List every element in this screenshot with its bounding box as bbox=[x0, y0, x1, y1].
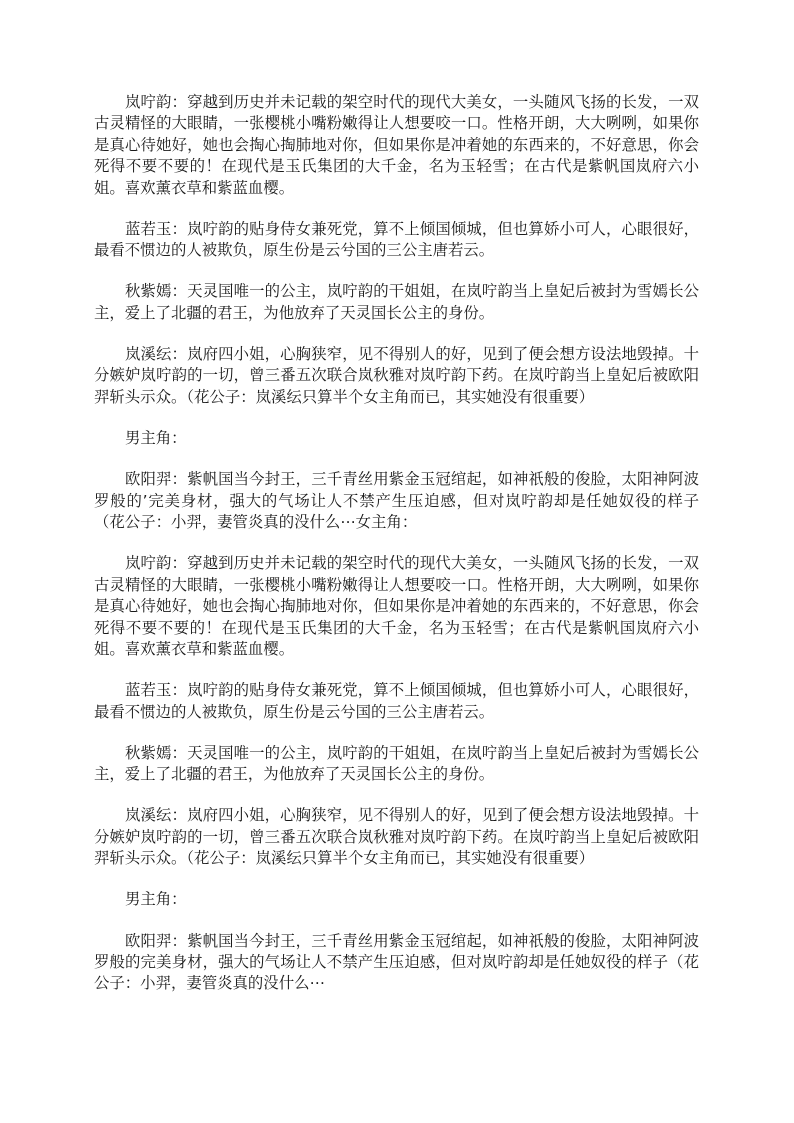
paragraph-character-qiu-ziyan: 秋紫嫣：天灵国唯一的公主，岚咛韵的干姐姐，在岚咛韵当上皇妃后被封为雪嫣长公主，爱上了北疆的君王，为他放弃了天灵国长公主的身份。 bbox=[94, 282, 699, 322]
paragraph-character-qiu-ziyan-repeat: 秋紫嫣：天灵国唯一的公主，岚咛韵的干姐姐，在岚咛韵当上皇妃后被封为雪嫣长公主，爱上了北疆的君王，为他放弃了天灵国长公主的身份。 bbox=[94, 743, 699, 784]
paragraph-male-lead-heading-repeat: 男主角： bbox=[125, 890, 187, 909]
paragraph-character-lan-ningyun: 岚咛韵：穿越到历史并未记载的架空时代的现代大美女，一头随风飞扬的长发，一双古灵精怪的大眼睛，一张樱桃小嘴粉嫩得让人想要咬一口。性格开朗，大大咧咧，如果你是真心待她好，她也会掏心掏肺地对你，但如果你是冲着她的东西来的，不好意思，你会死得不要不要的！在现代是玉氏集团的大千金，名为玉轻雪；在古代是紫帆国岚府六小姐。喜欢薰衣草和紫蓝血樱。 bbox=[94, 93, 699, 197]
paragraph-character-lan-ruoyu-repeat: 蓝若玉：岚咛韵的贴身侍女兼死党，算不上倾国倾城，但也算娇小可人，心眼很好，最看不惯边的人被欺负，原生份是云兮国的三公主唐若云。 bbox=[94, 681, 699, 721]
paragraph-character-lan-xiyun-repeat: 岚溪纭：岚府四小姐，心胸狭窄，见不得别人的好，见到了便会想方设法地毁掉。十分嫉妒岚咛韵的一切，曾三番五次联合岚秋雅对岚咛韵下药。在岚咛韵当上皇妃后被欧阳羿斩头示众。（花公子：岚溪纭只算半个女主角而已，其实她没有很重要） bbox=[94, 806, 699, 868]
paragraph-character-lan-ningyun-repeat: 岚咛韵：穿越到历史并未记载的架空时代的现代大美女，一头随风飞扬的长发，一双古灵精怪的大眼睛，一张樱桃小嘴粉嫩得让人想要咬一口。性格开朗，大大咧咧，如果你是真心待她好，她也会掏心掏肺地对你，但如果你是冲着她的东西来的，不好意思，你会死得不要不要的！在现代是玉氏集团的大千金，名为玉轻雪；在古代是紫帆国岚府六小姐。喜欢薰衣草和紫蓝血樱。 bbox=[94, 554, 699, 658]
paragraph-male-lead-heading: 男主角： bbox=[125, 429, 187, 448]
paragraph-character-lan-ruoyu: 蓝若玉：岚咛韵的贴身侍女兼死党，算不上倾国倾城，但也算娇小可人，心眼很好，最看不惯边的人被欺负，原生份是云兮国的三公主唐若云。 bbox=[94, 219, 699, 260]
paragraph-character-ouyang-yi: 欧阳羿：紫帆国当今封王，三千青丝用紫金玉冠绾起，如神祇般的俊脸，太阳神阿波罗般的’完美身材，强大的气场让人不禁产生压迫感，但对岚咛韵却是任她奴役的样子（花公子：小羿，妻管炎真的没什么⋯女主角： bbox=[94, 470, 699, 532]
document-page bbox=[94, 92, 699, 1015]
paragraph-character-lan-xiyun: 岚溪纭：岚府四小姐，心胸狭窄，见不得别人的好，见到了便会想方设法地毁掉。十分嫉妒岚咛韵的一切，曾三番五次联合岚秋雅对岚咛韵下药。在岚咛韵当上皇妃后被欧阳羿斩头示众。（花公子：岚溪纭只算半个女主角而已，其实她没有很重要） bbox=[94, 345, 699, 406]
paragraph-character-ouyang-yi-repeat: 欧阳羿：紫帆国当今封王，三千青丝用紫金玉冠绾起，如神祇般的俊脸，太阳神阿波罗般的完美身材，强大的气场让人不禁产生压迫感，但对岚咛韵却是任她奴役的样子（花公子：小羿，妻管炎真的没什么⋯ bbox=[94, 931, 699, 993]
